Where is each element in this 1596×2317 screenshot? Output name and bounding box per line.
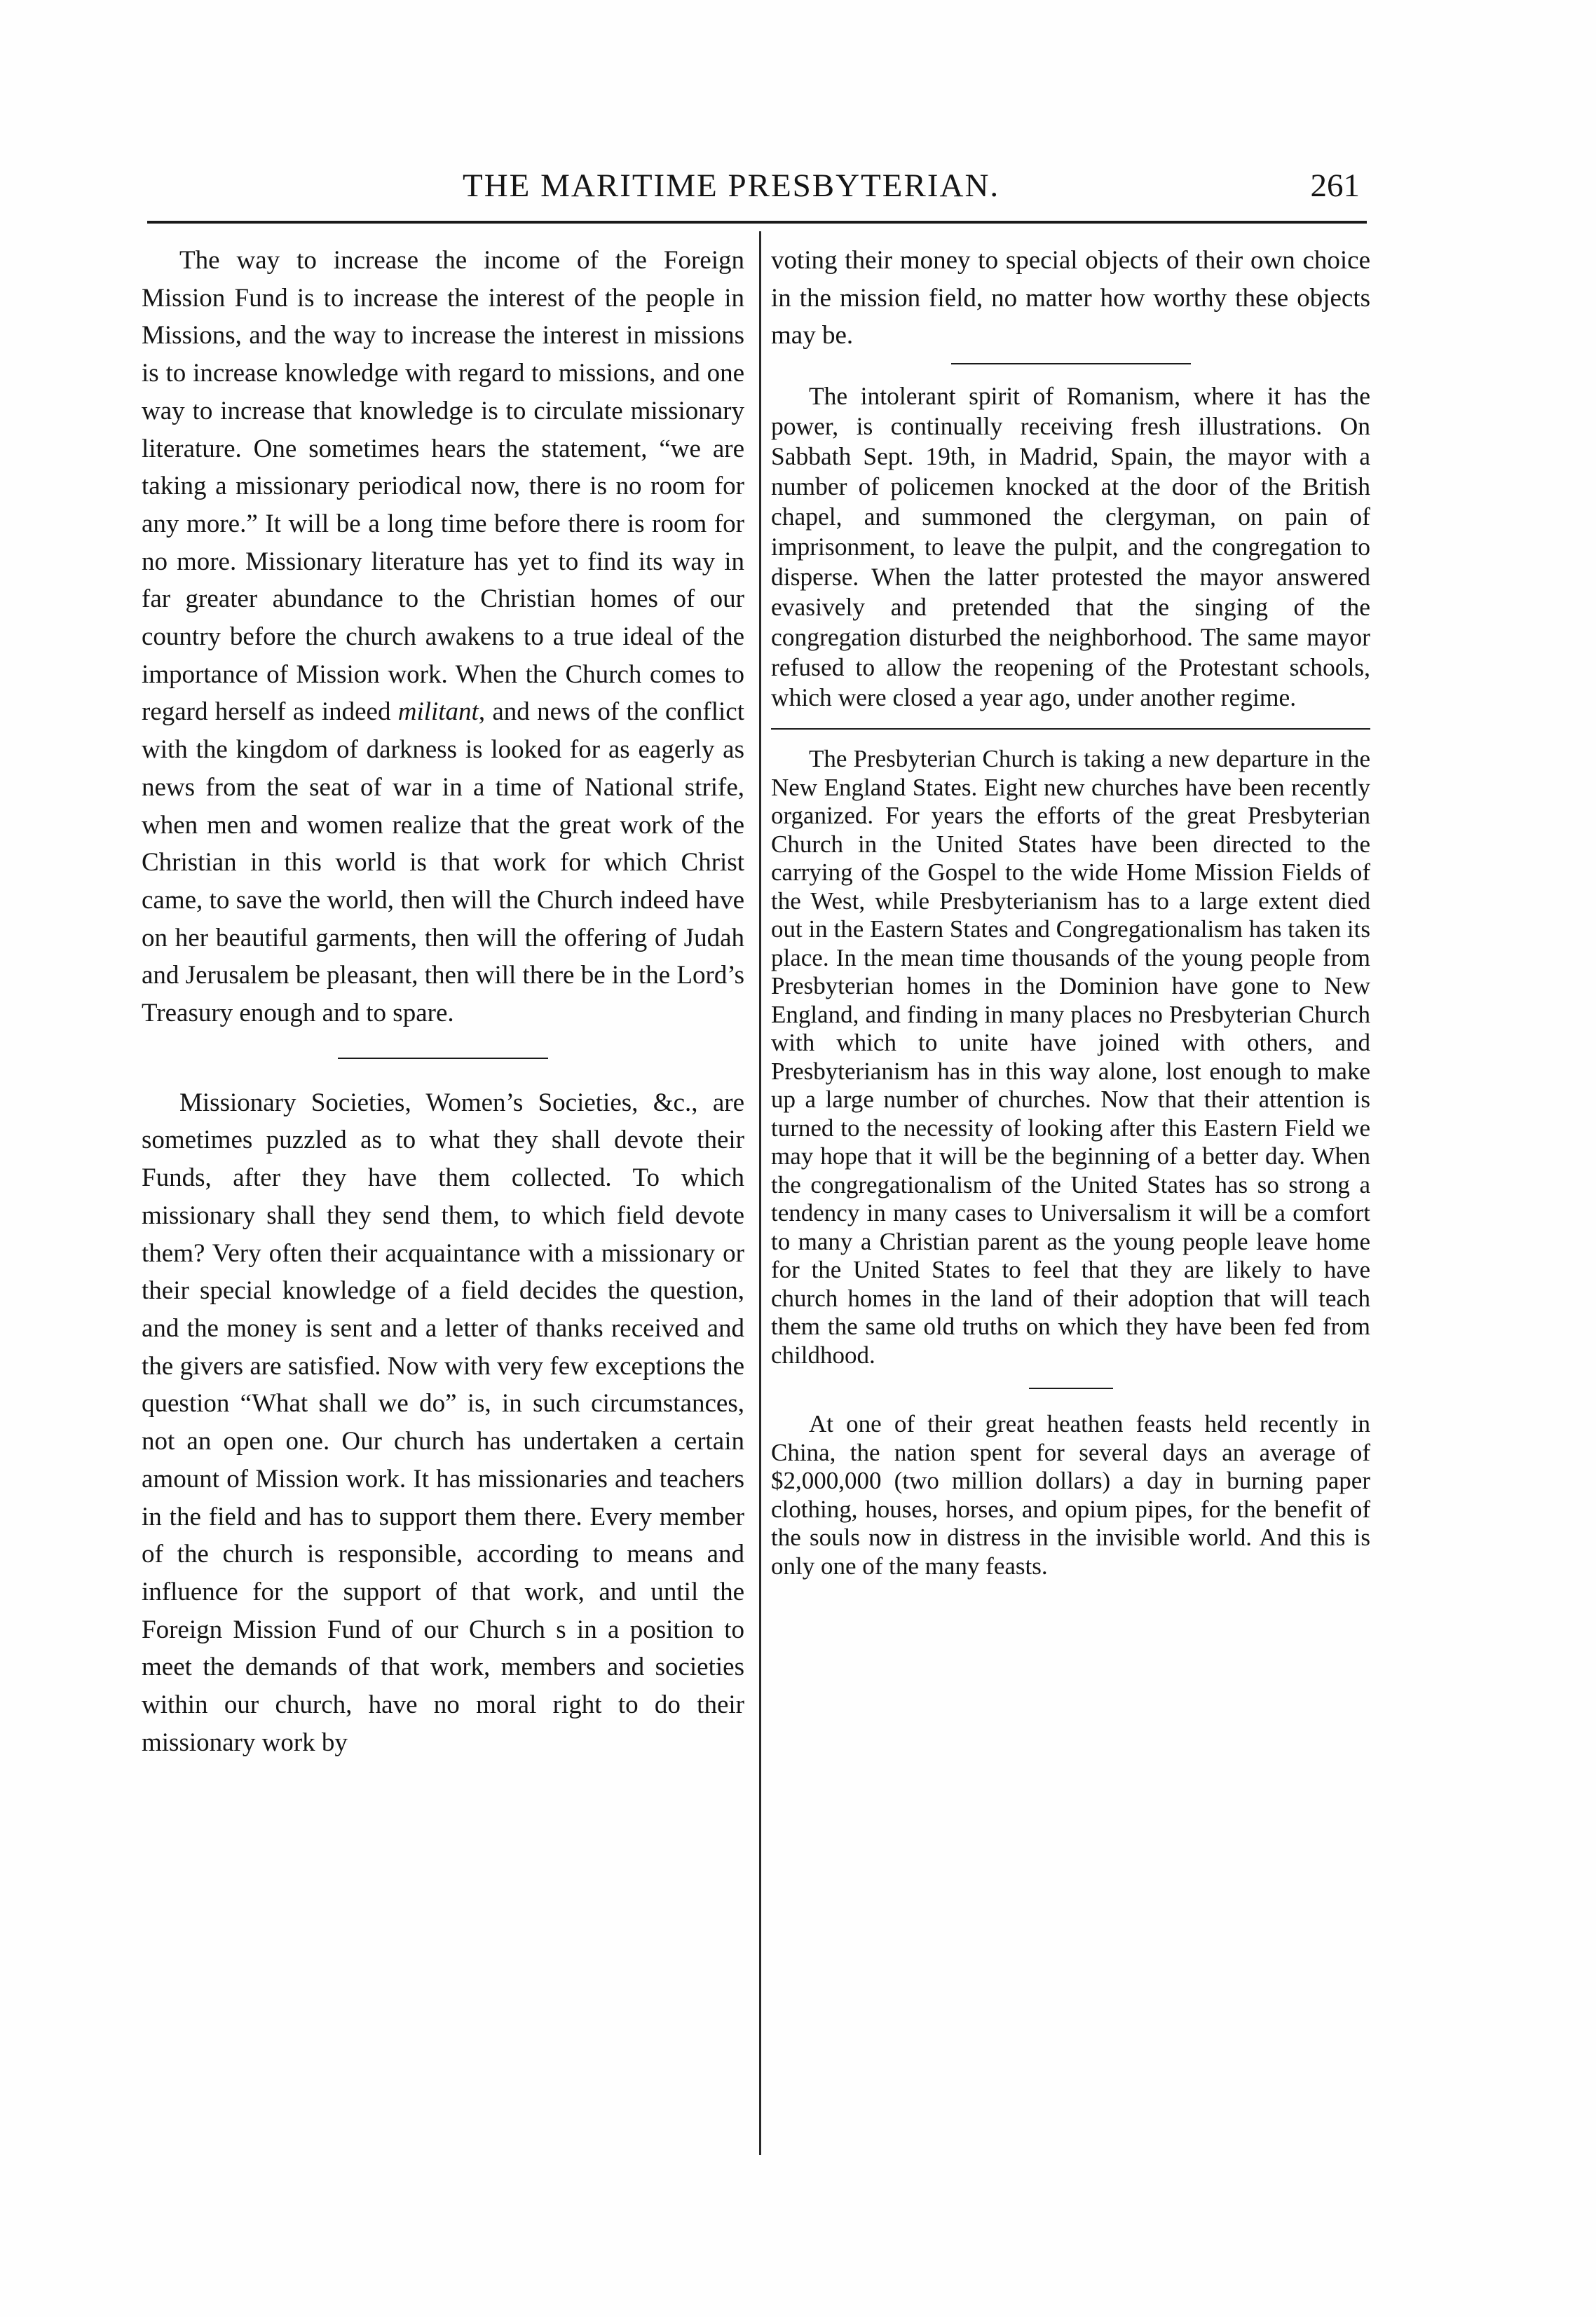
article-romanism: The intolerant spirit of Romanism, where it has the power, is continually receiving fresh illustrations. On Sabbath Sept. 19th, in Madrid, Spain, the mayor with a number of policemen knocked at the door of the British chapel, and summoned the clergyman, on pain of imprisonment, to leave the pulpit, and the congregation to disperse. When the latter protested the mayor answered evasively and pretended that the singing of the congregation disturbed the neighborhood. The same mayor refused to allow the reopening of the Protestant schools, which were closed a year ago, under another regime. <box>771 382 1370 712</box>
article-continuation: voting their money to special objects of their own choice in the mission field, no matter how worthy these objects may be. <box>771 246 1370 350</box>
italic-militant: militant <box>397 697 479 727</box>
left-column <box>142 242 744 1761</box>
column-divider <box>759 231 761 2155</box>
article-new-england: The Presbyterian Church is taking a new departure in the New England States. Eight new churches have been recently organized. For years the efforts of the great Presbyterian Church in the United States have been directed to the carrying of the Gospel to the wide Home Mission Fields of the West, while Presbyterianism has to a large extent died out in the Eastern States and Congregationalism has taken its place. In the mean time thousands of the young people from Presbyterian homes in the Dominion have gone to New England, and finding in many places no Presbyterian Church with which to unite have joined with others, and Presbyterianism has in this way alone, lost enough to make up a large number of churches. Now that their attention is turned to the necessity of looking after this Eastern Field we may hope that it will be the beginning of a better day. When the congregationalism of the United States has so strong a tendency in many cases to Universalism it will be a comfort to many a Christian parent as the young people leave home for the United States to feel that they are likely to have church homes in the land of their adoption that will teach them the same old truths on which they have been fed from childhood. <box>771 745 1370 1369</box>
header-rule <box>147 221 1367 224</box>
right-column <box>771 242 1370 1580</box>
article-missionary-societies: Missionary Societies, Women’s Societies, &c., are sometimes puzzled as to what they shall devote their Funds, after they have them collected. To which missionary shall they send them, to which field devote them? Very often their acquaintance with a missionary or their special knowledge of a field decides the question, and the money is sent and a letter of thanks received and the givers are satisfied. Now with very few exceptions the question “What shall we do” is, in such circumstances, not an open one. Our church has undertaken a certain amount of Mission work. It has missionaries and teachers in the field and has to support them there. Every member of the church is responsible, according to means and influence for the support of that work, and until the Foreign Mission Fund of our Church s in a position to meet the demands of that work, members and societies within our church, have no moral right to do their missionary work by <box>142 1088 744 1757</box>
page-header <box>140 167 1374 216</box>
running-title: THE MARITIME PRESBYTERIAN. <box>463 168 1000 204</box>
article-mission-literature-text: The way to increase the income of the Foreign Mission Fund is to increase the interest of the people in Missions, and the way to increase the interest in missions is to increase knowledge with regard to missions, and one way to increase that knowledge is to circulate missionary literature. One sometimes hears the statement, “we are taking a missionary periodical now, there is no room for any more.” It will be a long time before there is room for no more. Missionary literature has yet to find its way in far greater abundance to the Christian homes of our country before the church awakens to a true ideal of the importance of Mission work. When the Church comes to regard herself as indeed <box>142 246 744 727</box>
page-number: 261 <box>1310 168 1360 204</box>
section-separator <box>1029 1388 1113 1389</box>
section-separator <box>338 1058 548 1059</box>
article-mission-literature-end: , and news of the conflict with the kingdom of darkness is looked for as eagerly as news from the seat of war in a time of National strife, when men and women realize that the great work of the Christian in this world is that work for which Christ came, to save the world, then will the Church indeed have on her beautiful garments, then will the offering of Judah and Jerusalem be pleasant, then will there be in the Lord’s Treasury enough and to spare. <box>142 697 744 1028</box>
article-china-feasts: At one of their great heathen feasts held recently in China, the nation spent for several days an average of $2,000,000 (two million dollars) a day in burning paper clothing, houses, horses, and opium pipes, for the benefit of the souls now in distress in the invisible world. And this is only one of the many feasts. <box>771 1410 1370 1580</box>
section-separator <box>951 363 1191 364</box>
section-separator <box>771 728 1370 730</box>
article-mission-literature <box>142 242 744 1032</box>
